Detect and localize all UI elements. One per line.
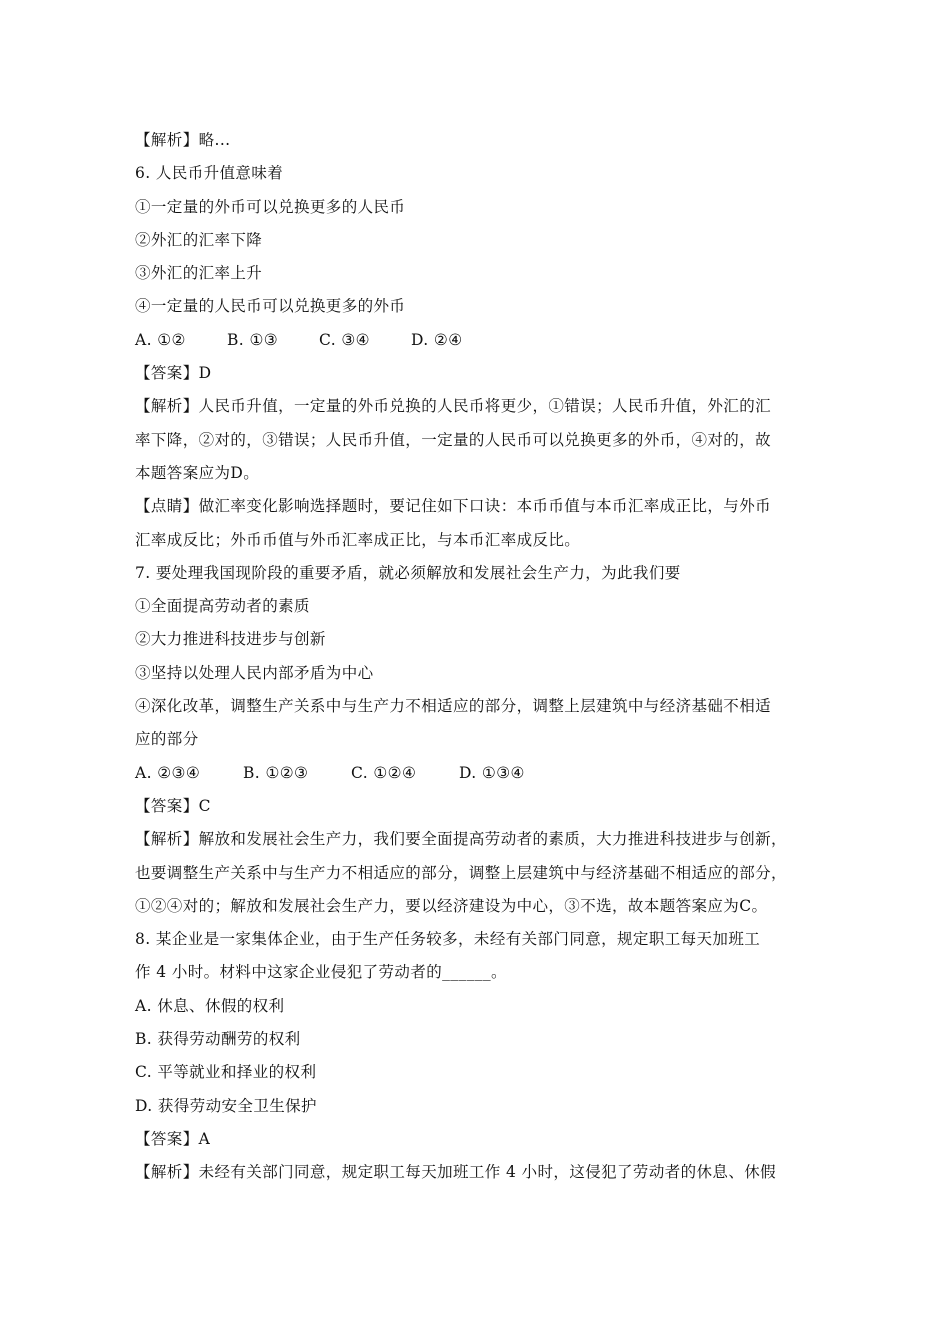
q8-option-a: A. 休息、休假的权利 (135, 996, 285, 1015)
q6-item-2: ②外汇的汇率下降 (135, 230, 263, 249)
q6-option-d: D. ②④ (411, 330, 463, 349)
q6-item-3: ③外汇的汇率上升 (135, 264, 263, 283)
q8-option-d: D. 获得劳动安全卫生保护 (135, 1096, 317, 1115)
q6-analysis-2: 率下降，②对的，③错误；人民币升值，一定量的人民币可以兑换更多的外币，④对的，故 (135, 430, 772, 449)
q6-stem: 6. 人民币升值意味着 (135, 164, 284, 183)
document-content (135, 124, 820, 1190)
q6-options (135, 324, 820, 357)
q7-item-1: ①全面提高劳动者的素质 (135, 597, 310, 616)
q6-option-a: A. ①② (135, 330, 186, 349)
q7-analysis-2: 也要调整生产关系中与生产力不相适应的部分，调整上层建筑中与经济基础不相适应的部分， (135, 863, 787, 882)
q8-stem-2: 作 4 小时。材料中这家企业侵犯了劳动者的______。 (135, 963, 507, 982)
q7-options (135, 757, 820, 790)
q7-analysis-1: 【解析】解放和发展社会生产力，我们要全面提高劳动者的素质，大力推进科技进步与创新， (135, 830, 787, 849)
q7-item-4a: ④深化改革，调整生产关系中与生产力不相适应的部分，调整上层建筑中与经济基础不相适 (135, 697, 772, 716)
q7-option-a: A. ②③④ (135, 763, 201, 782)
q6-option-c: C. ③④ (319, 330, 370, 349)
q7-item-3: ③坚持以处理人民内部矛盾为中心 (135, 663, 374, 682)
q7-option-d: D. ①③④ (459, 763, 525, 782)
q6-option-b: B. ①③ (227, 330, 279, 349)
q7-option-c: C. ①②④ (351, 763, 417, 782)
q7-answer: 【答案】C (135, 796, 211, 815)
q5-analysis: 【解析】略... (135, 131, 231, 149)
q6-analysis-3: 本题答案应为D。 (135, 463, 260, 482)
q6-answer: 【答案】D (135, 364, 212, 383)
q8-answer: 【答案】A (135, 1129, 211, 1148)
q7-item-2: ②大力推进科技进步与创新 (135, 630, 326, 649)
q8-analysis-1: 【解析】未经有关部门同意，规定职工每天加班工作 4 小时，这侵犯了劳动者的休息、休假 (135, 1163, 777, 1182)
q6-tip-2: 汇率成反比；外币币值与外币汇率成正比，与本币汇率成反比。 (135, 530, 581, 549)
q6-tip-1: 【点睛】做汇率变化影响选择题时，要记住如下口诀：本币币值与本币汇率成正比，与外币 (135, 497, 772, 516)
q8-option-c: C. 平等就业和择业的权利 (135, 1063, 317, 1082)
q7-item-4b: 应的部分 (135, 730, 199, 749)
q6-item-1: ①一定量的外币可以兑换更多的人民币 (135, 197, 406, 216)
q8-option-b: B. 获得劳动酬劳的权利 (135, 1030, 301, 1049)
q7-stem: 7. 要处理我国现阶段的重要矛盾，就必须解放和发展社会生产力，为此我们要 (135, 563, 681, 582)
q7-analysis-3: ①②④对的；解放和发展社会生产力，要以经济建设为中心，③不选，故本题答案应为C。 (135, 896, 768, 915)
q6-analysis-1: 【解析】人民币升值，一定量的外币兑换的人民币将更少，①错误；人民币升值，外汇的汇 (135, 397, 772, 416)
q6-item-4: ④一定量的人民币可以兑换更多的外币 (135, 297, 406, 316)
q8-stem-1: 8. 某企业是一家集体企业，由于生产任务较多，未经有关部门同意，规定职工每天加班工 (135, 930, 761, 949)
q7-option-b: B. ①②③ (243, 763, 309, 782)
